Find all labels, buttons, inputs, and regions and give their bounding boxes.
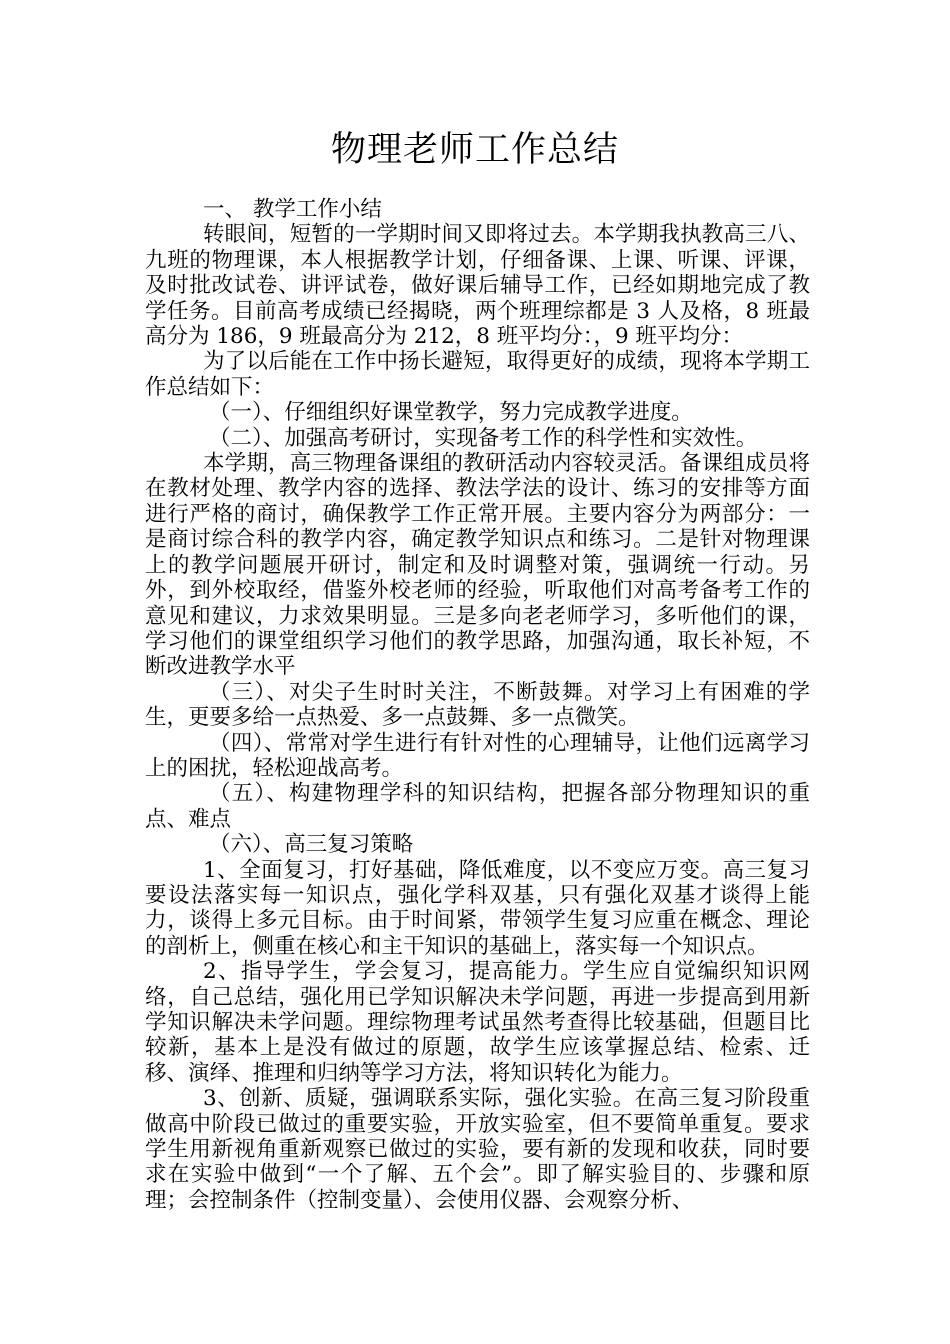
paragraph: 转眼间，短暂的一学期时间又即将过去。本学期我执教高三八、九班的物理课，本人根据教学计划，仔细备课、上课、听课、评课，及时批改试卷、讲评试卷，做好课后辅导工作，已经如期地完成了教学任务。目前高考成绩已经揭晓，两个班理综都是 3 人及格，8 班最高分为 186，9 班最高分为 212，8 班平均分：，9 班平均分： [145, 222, 810, 350]
paragraph: （四）、常常对学生进行有针对性的心理辅导，让他们远离学习上的困扰，轻松迎战高考。 [145, 730, 810, 781]
paragraph: 3、创新、质疑，强调联系实际，强化实验。在高三复习阶段重做高中阶段已做过的重要实验，开放实验室，但不要简单重复。要求学生用新视角重新观察已做过的实验，要有新的发现和收获，同时要求在实验中做到“一个了解、五个会”。即了解实验目的、步骤和原理；会控制条件（控制变量）、会使用仪器、会观察分析、 [145, 1086, 810, 1213]
paragraph: 为了以后能在工作中扬长避短，取得更好的成绩，现将本学期工作总结如下： [145, 349, 810, 400]
subsection-heading: （二）、加强高考研讨，实现备考工作的科学性和实效性。 [209, 425, 758, 451]
paragraph: （三）、对尖子生时时关注，不断鼓舞。对学习上有困难的学生，更要多给一点热爱、多一点鼓舞、多一点微笑。 [145, 679, 810, 731]
paragraph: 2、指导学生，学会复习，提高能力。学生应自觉编织知识网络，自己总结，强化用已学知识解决未学问题，再进一步提高到用新学知识解决未学问题。理综物理考试虽然考查得比较基础，但题目比较新，基本上是没有做过的原题，故学生应该掌握总结、检索、迁移、演绎、推理和归纳等学习方法，将知识转化为能力。 [145, 959, 810, 1086]
subsection-heading: （一）、仔细组织好课堂教学，努力完成教学进度。 [209, 400, 693, 426]
paragraph: 1、全面复习，打好基础，降低难度，以不变应万变。高三复习要设法落实每一知识点，强化学科双基，只有强化双基才谈得上能力，谈得上多元目标。由于时间紧，带领学生复习应重在概念、理论的剖析上，侧重在核心和主干知识的基础上，落实每一个知识点。 [145, 857, 810, 959]
document-body [145, 197, 810, 1213]
paragraph: 本学期，高三物理备课组的教研活动内容较灵活。备课组成员将在教材处理、教学内容的选择、教法学法的设计、练习的安排等方面进行严格的商讨，确保教学工作正常开展。主要内容分为两部分：一是商讨综合科的教学内容，确定教学知识点和练习。二是针对物理课上的教学问题展开研讨，制定和及时调整对策，强调统一行动。另外，到外校取经，借鉴外校老师的经验，听取他们对高考备考工作的意见和建议，力求效果明显。三是多向老老师学习，多听他们的课，学习他们的课堂组织学习他们的教学思路，加强沟通，取长补短，不断改进教学水平 [145, 451, 810, 680]
paragraph: （五）、构建物理学科的知识结构，把握各部分物理知识的重点、难点 [145, 781, 810, 832]
document-title: 物理老师工作总结 [330, 130, 619, 170]
subsection-heading: （六）、高三复习策略 [209, 832, 414, 858]
section-heading: 一、 教学工作小结 [203, 197, 382, 222]
